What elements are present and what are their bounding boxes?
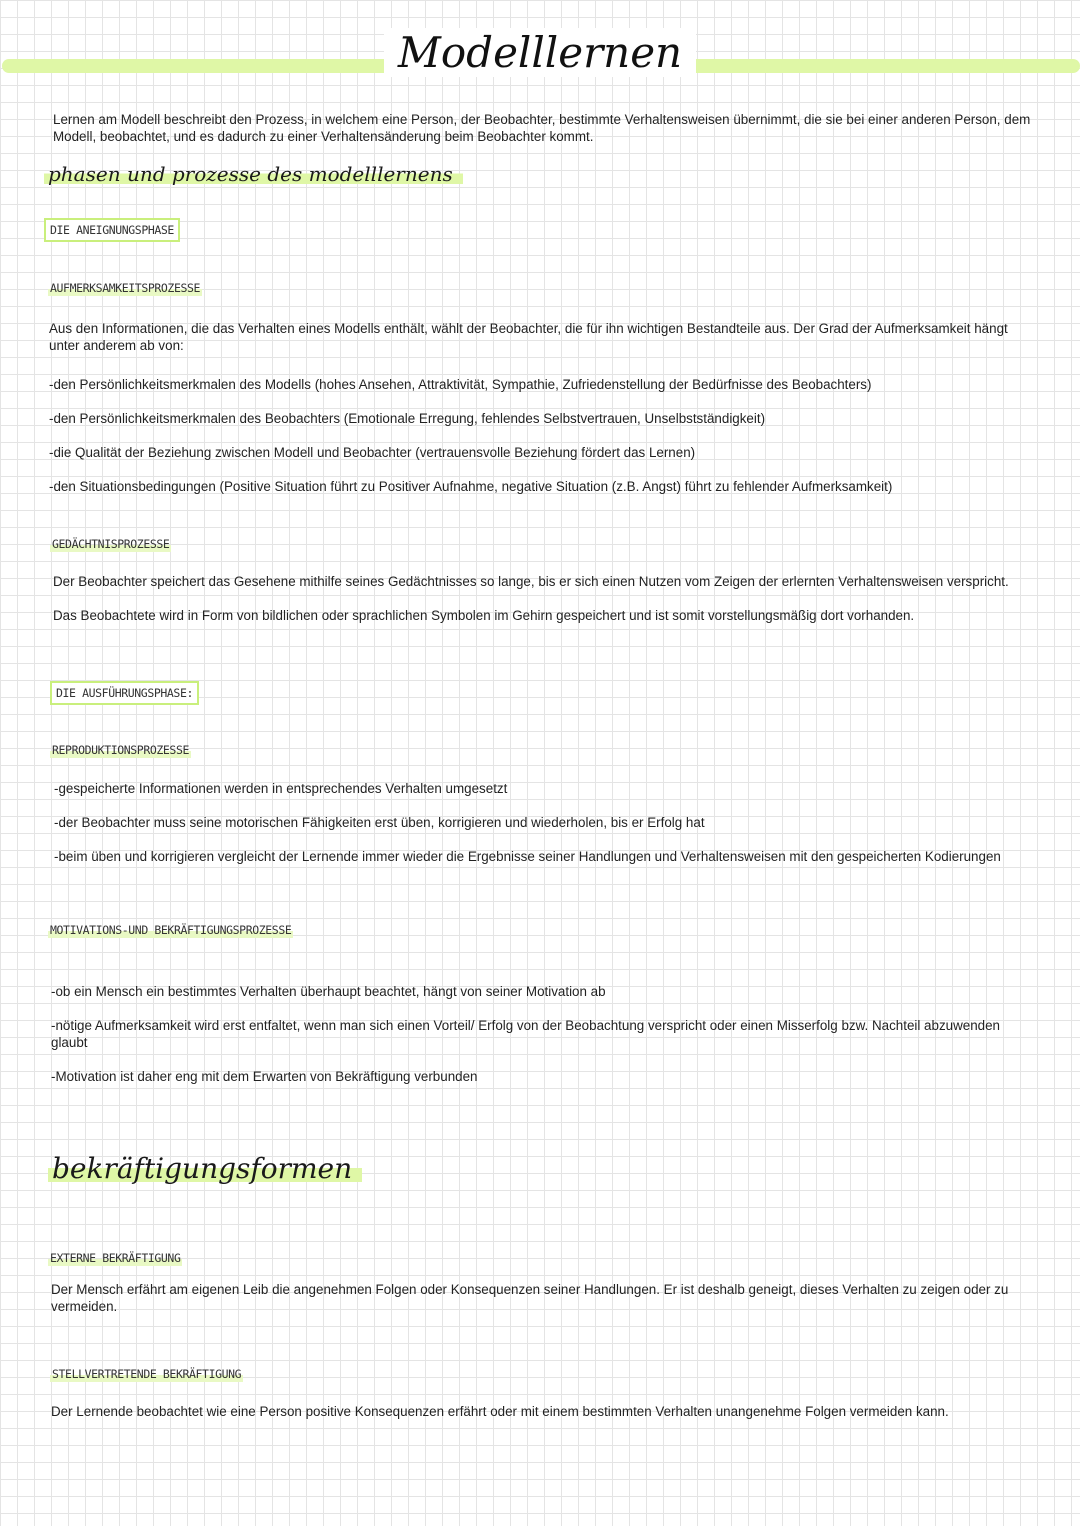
section-heading-phasen: phasen und prozesse des modelllernens [44, 160, 463, 188]
sub-label-motivation: MOTIVATIONS-UND BEKRÄFTIGUNGSPROZESSE [50, 923, 292, 937]
sub-label-reproduktion: REPRODUKTIONSPROZESSE [52, 743, 189, 757]
sub-label-gedaechtnis: GEDÄCHTNISPROZESSE [52, 537, 170, 551]
external-text: Der Mensch erfährt am eigenen Leib die angenehmen Folgen oder Konsequenzen seiner Handlungen. Er ist deshalb geneigt, dieses Verhalten zu zeigen oder zu vermeiden. [51, 1282, 1009, 1314]
motivation-item-3: -Motivation ist daher eng mit dem Erwarten von Bekräftigung verbunden [51, 1069, 478, 1084]
attention-item-3: -die Qualität der Beziehung zwischen Modell und Beobachter (vertrauensvolle Beziehung fördert das Lernen) [49, 445, 696, 460]
memory-text-2: Das Beobachtete wird in Form von bildlichen oder sprachlichen Symbolen im Gehirn gespeichert und ist somit vorstellungsmäßig dort vorhanden. [53, 608, 915, 623]
attention-item-4: -den Situationsbedingungen (Positive Situation führt zu Positiver Aufnahme, negative Situation (z.B. Angst) führt zu fehlender Aufmerksamkeit) [49, 479, 893, 494]
reproduction-item-1: -gespeicherte Informationen werden in entsprechendes Verhalten umgesetzt [54, 781, 508, 796]
vicarious-text: Der Lernende beobachtet wie eine Person positive Konsequenzen erfährt oder mit einem bestimmten Verhalten unangenehme Folgen vermeiden kann. [51, 1404, 949, 1419]
sub-label-aufmerksamkeit: AUFMERKSAMKEITSPROZESSE [50, 281, 201, 295]
sub-label-extern: EXTERNE BEKRÄFTIGUNG [50, 1251, 181, 1265]
attention-item-2: -den Persönlichkeitsmerkmalen des Beobachters (Emotionale Erregung, fehlendes Selbstvertrauen, Unselbstständigkeit) [49, 411, 766, 426]
phase-label-ausfuehrung: DIE AUSFÜHRUNGSPHASE: [50, 681, 199, 705]
page-title: Modelllernen [0, 28, 1080, 77]
section-heading-bekraeftigung: bekräftigungsformen [48, 1150, 362, 1187]
intro-text: Lernen am Modell beschreibt den Prozess, in welchem eine Person, der Beobachter, bestimmte Verhaltensweisen übernimmt, die sie bei einer anderen Person, dem Modell, beobachtet, und es dadurch zu einer Verhaltensänderung beim Beobachter kommt. [53, 112, 1031, 144]
motivation-item-1: -ob ein Mensch ein bestimmtes Verhalten überhaupt beachtet, hängt von seiner Motivation ab [51, 984, 606, 999]
memory-text-1: Der Beobachter speichert das Gesehene mithilfe seines Gedächtnisses so lange, bis er sich einen Nutzen vom Zeigen der erlernten Verhaltensweisen verspricht. [53, 574, 1009, 589]
sub-label-stellvertretend: STELLVERTRETENDE BEKRÄFTIGUNG [52, 1367, 242, 1381]
motivation-item-2: -nötige Aufmerksamkeit wird erst entfaltet, wenn man sich einen Vorteil/ Erfolg von der Beobachtung verspricht oder einen Misserfolg bzw. Nachteil abzuwenden glaubt [51, 1018, 1001, 1050]
attention-text: Aus den Informationen, die das Verhalten eines Modells enthält, wählt der Beobachter, die für ihn wichtigen Bestandteile aus. Der Grad der Aufmerksamkeit hängt unter anderem ab von: [49, 321, 1008, 353]
reproduction-item-3: -beim üben und korrigieren vergleicht der Lernende immer wieder die Ergebnisse seiner Handlungen und Verhaltensweisen mit den gespeicherten Kodierungen [54, 849, 1001, 864]
phase-label-aneignung: DIE ANEIGNUNGSPHASE [44, 218, 180, 242]
attention-item-1: -den Persönlichkeitsmerkmalen des Modells (hohes Ansehen, Attraktivität, Sympathie, Zufriedenstellung der Bedürfnisse des Beobachters) [49, 377, 872, 392]
reproduction-item-2: -der Beobachter muss seine motorischen Fähigkeiten erst üben, korrigieren und wiederholen, bis er Erfolg hat [54, 815, 705, 830]
